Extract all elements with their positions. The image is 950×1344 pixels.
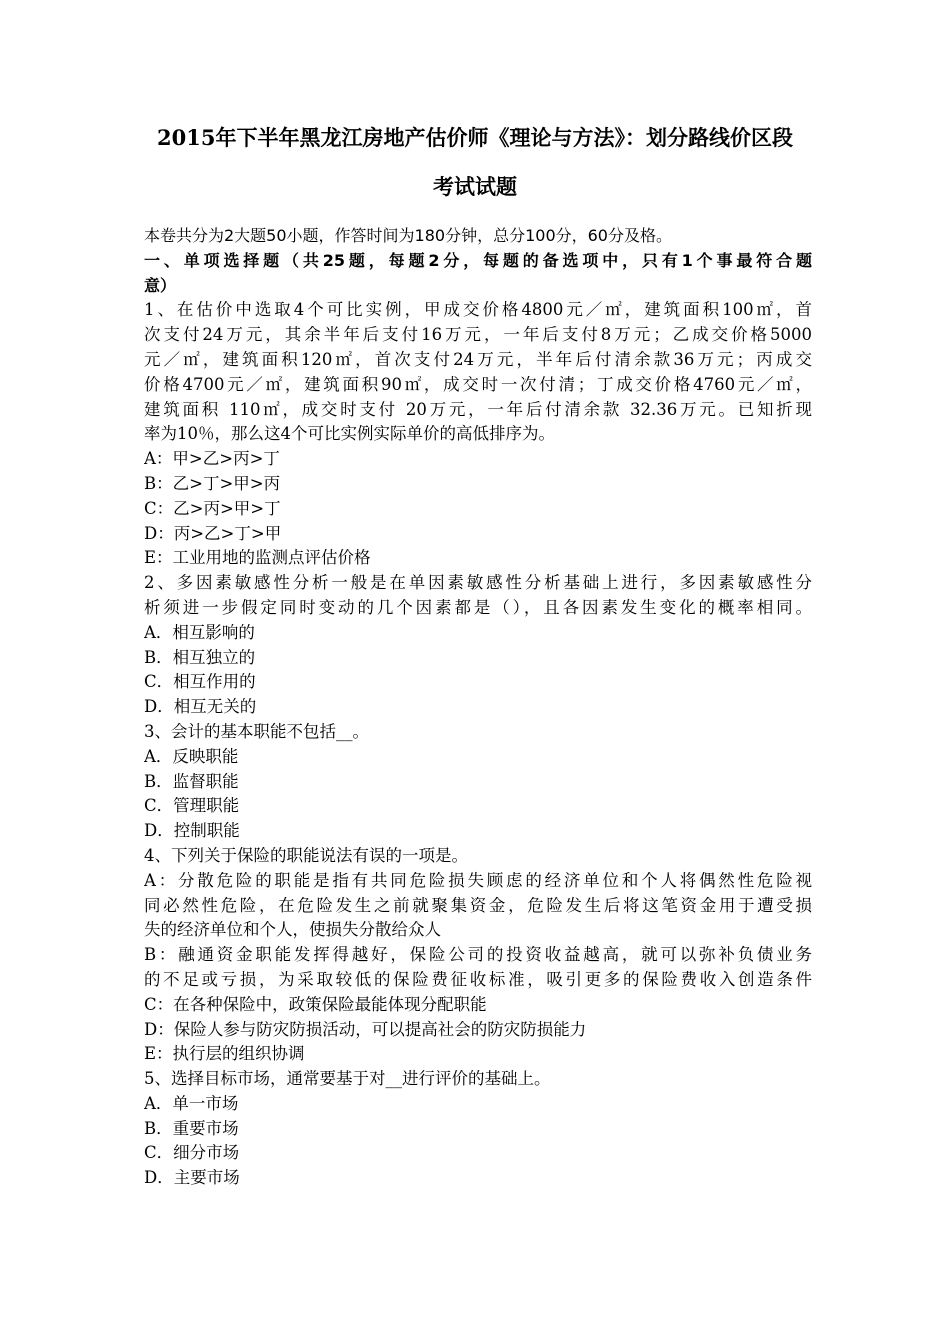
text-line: A：分散危险的职能是指有共同危险损失顾虑的经济单位和个人将偶然性危险视 bbox=[144, 870, 812, 890]
text-line: D：丙>乙>丁>甲 bbox=[144, 523, 282, 543]
text-line: 5、选择目标市场，通常要基于对__进行评价的基础上。 bbox=[144, 1069, 551, 1089]
text-line: 率为10％，那么这4个可比实例实际单价的高低排序为。 bbox=[144, 424, 555, 444]
text-line: E：执行层的组织协调 bbox=[144, 1044, 305, 1064]
text-line: A．反映职能 bbox=[144, 746, 239, 766]
text-line: 同必然性危险，在危险发生之前就聚集资金，危险发生后将这笔资金用于遭受损 bbox=[144, 895, 812, 915]
text-line: 一、单项选择题（共25题，每题2分，每题的备选项中，只有1个事最符合题 bbox=[144, 250, 812, 270]
text-line: 2、多因素敏感性分析一般是在单因素敏感性分析基础上进行，多因素敏感性分 bbox=[144, 573, 812, 593]
text-line: B．重要市场 bbox=[144, 1118, 239, 1138]
text-line: A：甲>乙>丙>丁 bbox=[144, 449, 280, 469]
text-line: C：乙>丙>甲>丁 bbox=[144, 498, 281, 518]
text-line: 4、下列关于保险的职能说法有误的一项是。 bbox=[144, 845, 468, 865]
text-line: E：工业用地的监测点评估价格 bbox=[144, 548, 371, 568]
document-body bbox=[144, 224, 812, 1191]
text-line: 意） bbox=[144, 275, 177, 295]
text-line: 建筑面积 110㎡，成交时支付 20万元，一年后付清余款 32.36万元。已知折现 bbox=[144, 399, 812, 419]
text-line: 1、在估价中选取4个可比实例，甲成交价格4800元／㎡，建筑面积100㎡，首 bbox=[144, 300, 812, 320]
text-line: D：保险人参与防灾防损活动，可以提高社会的防灾防损能力 bbox=[144, 1019, 587, 1039]
text-line: 的不足或亏损，为采取较低的保险费征收标准，吸引更多的保险费收入创造条件 bbox=[144, 969, 812, 989]
text-line: C．细分市场 bbox=[144, 1143, 240, 1163]
text-line: C：在各种保险中，政策保险最能体现分配职能 bbox=[144, 994, 487, 1014]
text-line: C．相互作用的 bbox=[144, 672, 256, 692]
text-line: 3、会计的基本职能不包括__。 bbox=[144, 721, 369, 741]
text-line: C．管理职能 bbox=[144, 796, 240, 816]
text-line: A．相互影响的 bbox=[144, 622, 255, 642]
document-title-continued: 考试试题 bbox=[433, 174, 517, 199]
text-line: 本卷共分为2大题50小题，作答时间为180分钟，总分100分，60分及格。 bbox=[144, 226, 672, 245]
text-line: B：融通资金职能发挥得越好，保险公司的投资收益越高，就可以弥补负债业务 bbox=[144, 945, 812, 965]
text-line: 元／㎡，建筑面积120㎡，首次支付24万元，半年后付清余款36万元；丙成交 bbox=[144, 349, 812, 369]
text-line: A．单一市场 bbox=[144, 1093, 239, 1113]
text-line: 次支付24万元，其余半年后支付16万元，一年后支付8万元；乙成交价格5000 bbox=[144, 325, 812, 345]
text-line: B．监督职能 bbox=[144, 771, 239, 791]
text-line: D．主要市场 bbox=[144, 1168, 240, 1188]
text-line: 失的经济单位和个人，使损失分散给众人 bbox=[144, 920, 441, 940]
text-line: B．相互独立的 bbox=[144, 647, 256, 667]
text-line: 价格4700元／㎡，建筑面积90㎡，成交时一次付清；丁成交价格4760元／㎡， bbox=[144, 374, 812, 394]
text-line: 析须进一步假定同时变动的几个因素都是（），且各因素发生变化的概率相同。 bbox=[144, 597, 812, 617]
document-title: 2015年下半年黑龙江房地产估价师《理论与方法》：划分路线价区段 bbox=[157, 125, 793, 150]
text-line: D．控制职能 bbox=[144, 821, 240, 841]
text-line: B：乙>丁>甲>丙 bbox=[144, 473, 281, 493]
text-line: D．相互无关的 bbox=[144, 697, 257, 717]
